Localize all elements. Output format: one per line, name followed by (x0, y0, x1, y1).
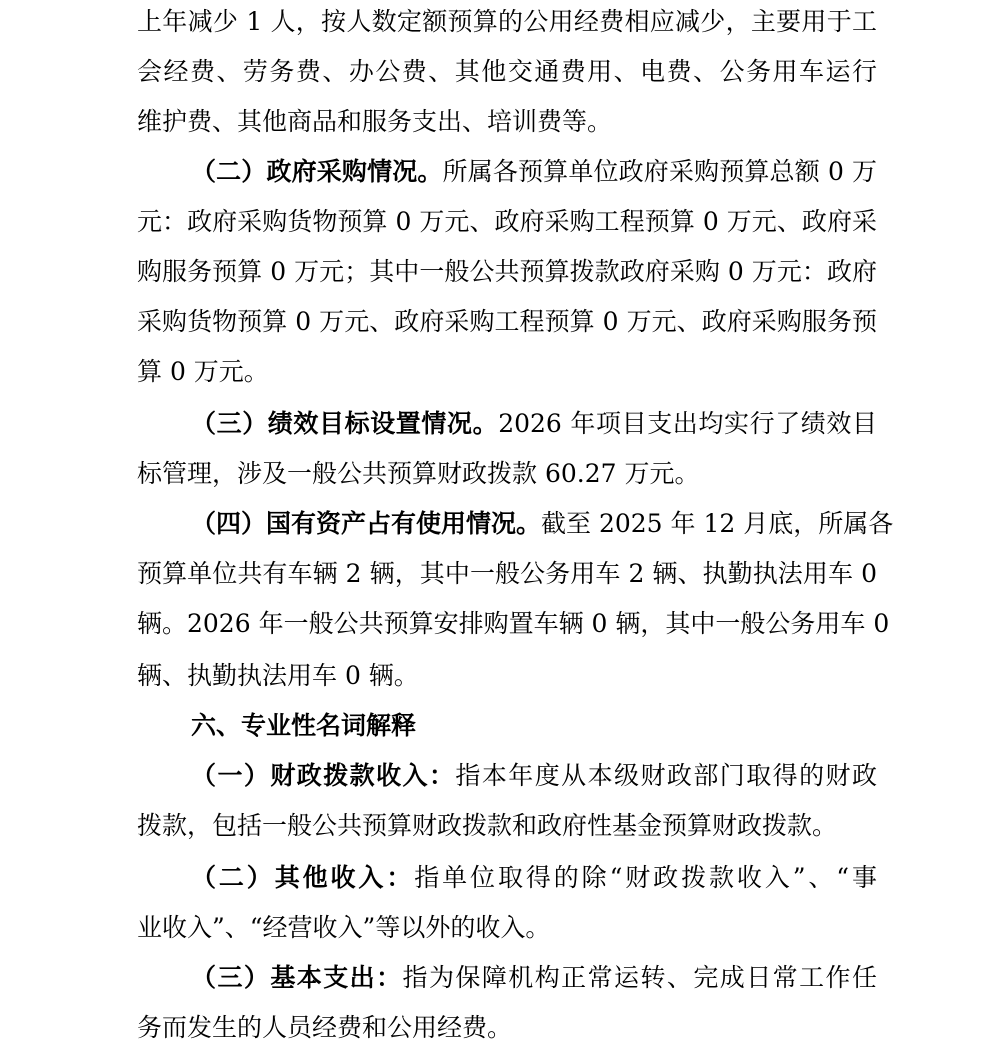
paragraph-first-line (191, 858, 877, 898)
body-text: 指本年度从本级财政部门取得的财政 (455, 761, 877, 790)
body-text-line: 预算单位共有车辆 2 辆，其中一般公务用车 2 辆、执勤执法用车 0 (137, 559, 877, 588)
body-text-line: 辆。2026 年一般公共预算安排购置车辆 0 辆，其中一般公务用车 0 (137, 609, 890, 638)
body-text: 2026 年项目支出均实行了绩效目 (498, 409, 877, 438)
term-other-income: （二）其他收入： (191, 863, 415, 892)
body-text-line: 拨款，包括一般公共预算财政拨款和政府性基金预算财政拨款。 (137, 811, 838, 840)
body-text-line: 会经费、劳务费、办公费、其他交通费用、电费、公务用车运行 (137, 57, 877, 86)
section-title: 六、专业性名词解释 (191, 711, 417, 740)
body-text-line: 维护费、其他商品和服务支出、培训费等。 (137, 107, 613, 136)
body-text: 指为保障机构正常运转、完成日常工作任 (402, 963, 877, 992)
body-text-line: 辆、执勤执法用车 0 辆。 (137, 661, 419, 690)
body-text: 截至 2025 年 12 月底，所属各 (541, 509, 894, 538)
body-text-line: 购服务预算 0 万元；其中一般公共预算拨款政府采购 0 万元：政府 (137, 257, 877, 286)
body-text-line: 标管理，涉及一般公共预算财政拨款 60.27 万元。 (137, 459, 700, 488)
paragraph-first-line (191, 958, 877, 998)
subheading-performance-targets: （三）绩效目标设置情况。 (191, 409, 499, 438)
subheading-state-assets: （四）国有资产占有使用情况。 (191, 509, 542, 538)
body-text: 所属各预算单位政府采购预算总额 0 万 (442, 157, 877, 186)
term-fiscal-appropriation-income: （一）财政拨款收入： (191, 761, 456, 790)
body-text-line: 业收入”、“经营收入”等以外的收入。 (137, 913, 551, 942)
body-text-line: 采购货物预算 0 万元、政府采购工程预算 0 万元、政府采购服务预 (137, 307, 877, 336)
body-text: 指单位取得的除“财政拨款收入”、“事 (414, 863, 877, 892)
body-text-line: 上年减少 1 人，按人数定额预算的公用经费相应减少，主要用于工 (137, 7, 877, 36)
paragraph-first-line (191, 404, 877, 444)
paragraph-first-line (191, 504, 894, 544)
paragraph-first-line (191, 756, 877, 796)
paragraph-first-line (191, 152, 877, 192)
body-text-line: 元：政府采购货物预算 0 万元、政府采购工程预算 0 万元、政府采 (137, 207, 877, 236)
body-text-line: 务而发生的人员经费和公用经费。 (137, 1013, 513, 1042)
subheading-government-procurement: （二）政府采购情况。 (191, 157, 443, 186)
term-basic-expenditure: （三）基本支出： (191, 963, 403, 992)
body-text-line: 算 0 万元。 (137, 357, 269, 386)
